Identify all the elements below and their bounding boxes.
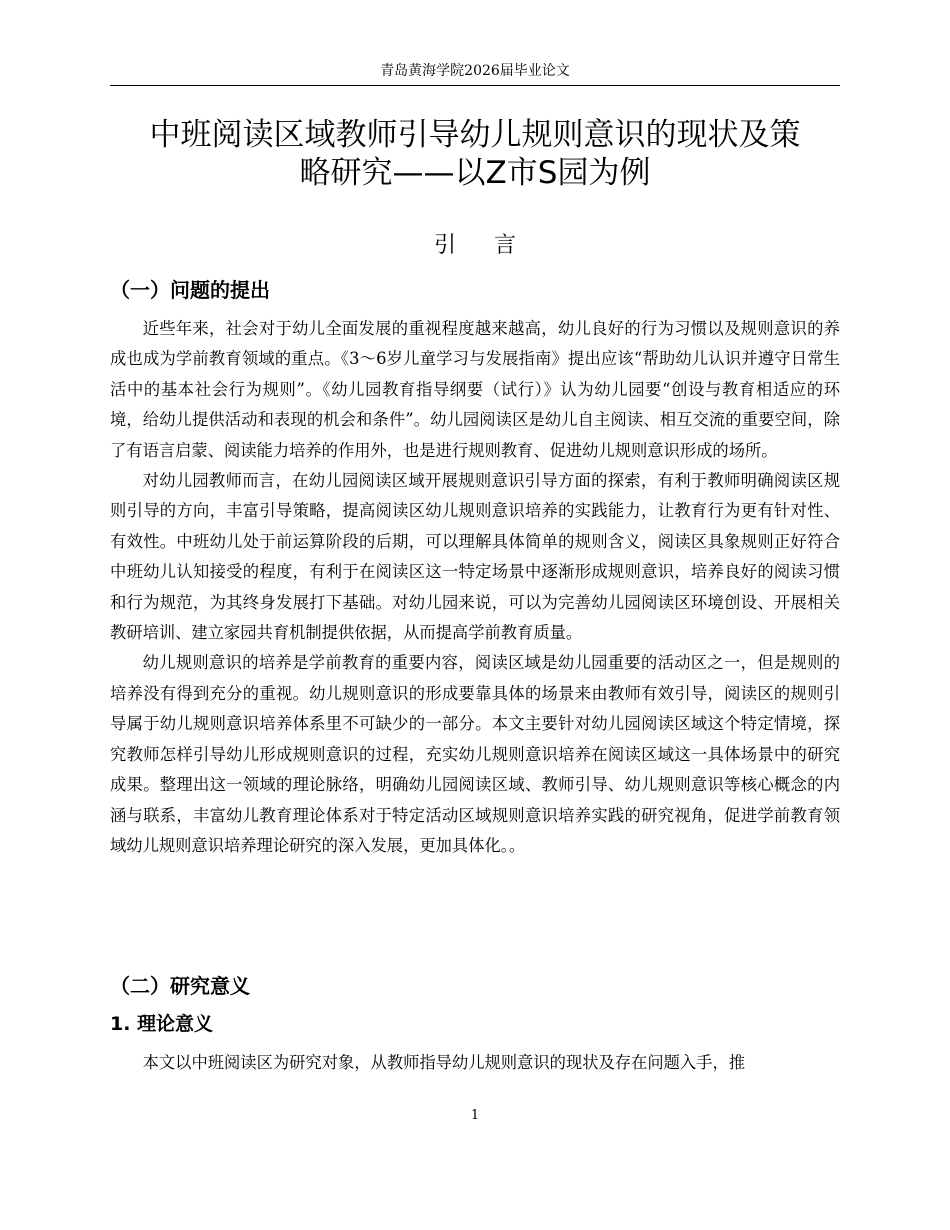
body-paragraph: 近些年来，社会对于幼儿全面发展的重视程度越来越高，幼儿良好的行为习惯以及规则意识的养成也成为学前教育领域的重点。《3～6岁儿童学习与发展指南》提出应该“帮助幼儿认识并遵守日常生活中的基本社会行为规则”。《幼儿园教育指导纲要（试行）》认为幼儿园要“创设与教育相适应的环境，给幼儿提供活动和表现的机会和条件”。幼儿园阅读区是幼儿自主阅读、相互交流的重要空间，除了有语言启蒙、阅读能力培养的作用外，也是进行规则教育、促进幼儿规则意识形成的场所。 <box>110 319 840 460</box>
body-paragraph: 幼儿规则意识的培养是学前教育的重要内容，阅读区域是幼儿园重要的活动区之一，但是规则的培养没有得到充分的重视。幼儿规则意识的形成要靠具体的场景来由教师有效引导，阅读区的规则引导属于幼儿规则意识培养体系里不可缺少的一部分。本文主要针对幼儿园阅读区域这个特定情境，探究教师怎样引导幼儿形成规则意识的过程，充实幼儿规则意识培养在阅读区域这一具体场景中的研究成果。整理出这一领域的理论脉络，明确幼儿园阅读区域、教师引导、幼儿规则意识等核心概念的内涵与联系，丰富幼儿教育理论体系对于特定活动区域规则意识培养实践的研究视角，促进学前教育领域幼儿规则意识培养理论研究的深入发展，更加具体化。。 <box>110 653 840 855</box>
section-body-problem-statement <box>110 314 840 861</box>
body-paragraph: 对幼儿园教师而言，在幼儿园阅读区域开展规则意识引导方面的探索，有利于教师明确阅读区规则引导的方向，丰富引导策略，提高阅读区幼儿规则意识培养的实践能力，让教育行为更有针对性、有效性。中班幼儿处于前运算阶段的后期，可以理解具体简单的规则含义，阅读区具象规则正好符合中班幼儿认知接受的程度，有利于在阅读区这一特定场景中逐渐形成规则意识，培养良好的阅读习惯和行为规范，为其终身发展打下基础。对幼儿园来说，可以为完善幼儿园阅读区环境创设、开展相关教研培训、建立家园共育机制提供依据，从而提高学前教育质量。 <box>110 471 840 643</box>
section-heading-problem-statement: （一）问题的提出 <box>110 278 270 302</box>
paper-title <box>100 116 850 192</box>
running-header: 青岛黄海学院2026届毕业论文 <box>380 63 570 79</box>
page-number: 1 <box>470 1108 480 1123</box>
section-heading-research-significance: （二）研究意义 <box>110 974 250 998</box>
paper-title-line-2: 略研究——以Z市S园为例 <box>299 155 651 191</box>
introduction-heading: 引言 <box>433 233 554 258</box>
header-rule <box>110 85 840 86</box>
paper-title-line-1: 中班阅读区域教师引导幼儿规则意识的现状及策 <box>149 117 801 153</box>
subsection-heading-theoretical-significance: 1. 理论意义 <box>110 1013 214 1035</box>
subsection-body-theoretical-significance <box>110 1048 840 1078</box>
body-paragraph: 本文以中班阅读区为研究对象，从教师指导幼儿规则意识的现状及存在问题入手，推 <box>142 1053 746 1072</box>
